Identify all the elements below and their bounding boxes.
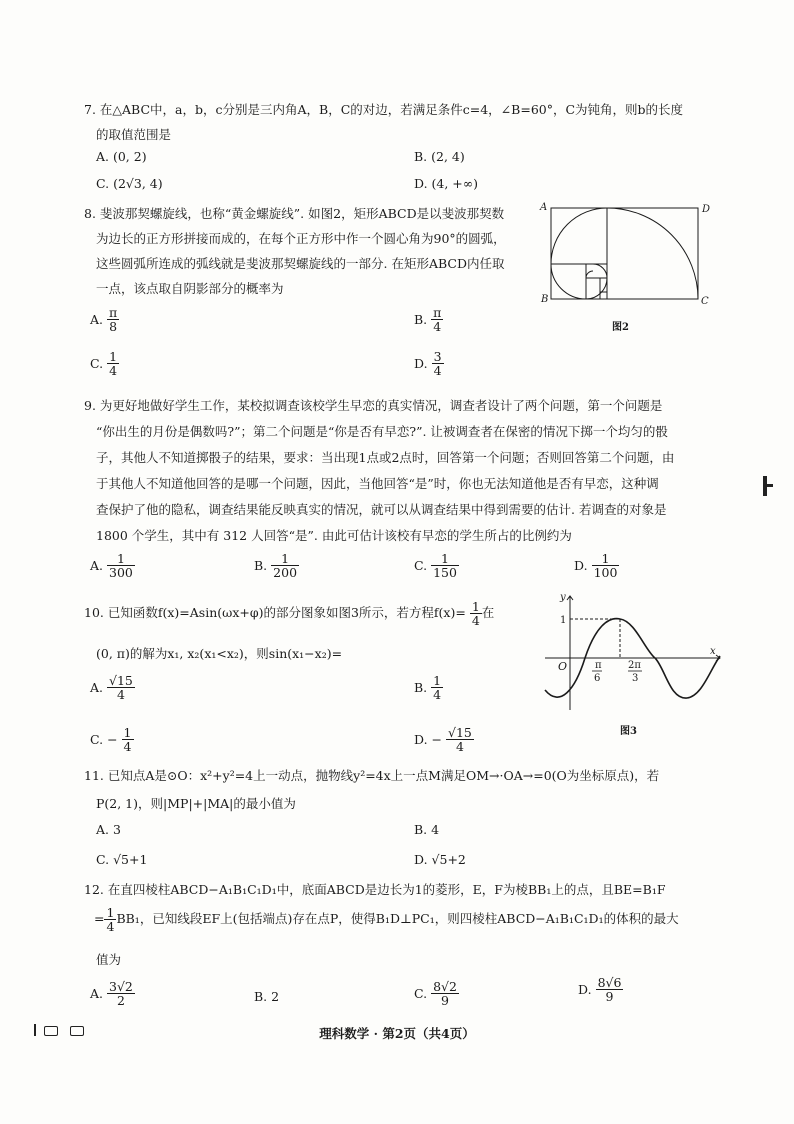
q11-stem-line-2: P(2, 1)，则|MP|+|MA|的最小值为 bbox=[96, 796, 296, 811]
fig3-tick1-num: π bbox=[595, 660, 602, 671]
q10-option-b-label: B. bbox=[414, 680, 428, 696]
fig2-label-a: A bbox=[540, 202, 548, 213]
fig3-label-one: 1 bbox=[560, 615, 567, 626]
q10-option-c-num: 1 bbox=[123, 725, 132, 740]
q9-option-a-fraction bbox=[107, 552, 135, 579]
q9-stem-line-2: “你出生的月份是偶数吗?”；第二个问题是“你是否有早恋?”. 让被调查者在保密的情况下掷一个均匀的骰 bbox=[96, 424, 668, 439]
q8-option-a-num: π bbox=[109, 305, 118, 320]
q12-option-a bbox=[90, 980, 135, 1007]
fig3-label-x: x bbox=[710, 646, 716, 657]
q8-option-a-label: A. bbox=[90, 312, 104, 328]
q10-option-a-fraction bbox=[107, 674, 135, 701]
q9-option-d bbox=[574, 552, 619, 579]
q8-option-b-fraction bbox=[431, 306, 443, 333]
q10-stem-line-1-post: 在 bbox=[481, 605, 495, 621]
q9-stem-line-4: 于其他人不知道他回答的是哪一个问题，因此，当他回答“是”时，你也无法知道他是否有早恋，这种调 bbox=[96, 476, 659, 491]
q12-stem-line-2 bbox=[94, 906, 679, 933]
q8-option-c-label: C. bbox=[90, 356, 104, 372]
q9-option-d-den: 100 bbox=[593, 565, 618, 581]
q10-stem-fraction-den: 4 bbox=[471, 613, 480, 629]
q8-option-a-den: 8 bbox=[109, 319, 118, 335]
q12-option-a-num: 3√2 bbox=[109, 979, 133, 994]
q12-option-a-den: 2 bbox=[116, 993, 125, 1009]
fig3-tick2-den: 3 bbox=[632, 673, 639, 684]
q7-option-c: C. (2√3, 4) bbox=[96, 176, 163, 191]
q12-stem-fraction-den: 4 bbox=[106, 919, 115, 935]
figure-3-sine-graph bbox=[540, 590, 725, 715]
q8-option-b-num: π bbox=[433, 305, 442, 320]
q9-option-a-label: A. bbox=[90, 558, 104, 574]
q8-option-a bbox=[90, 306, 119, 333]
q10-stem-fraction bbox=[470, 600, 482, 627]
q9-option-a-num: 1 bbox=[107, 552, 135, 566]
q9-stem-line-1: 9. 为更好地做好学生工作，某校拟调查该校学生早恋的真实情况，调查者设计了两个问题，第一个问题是 bbox=[84, 398, 663, 413]
q9-option-b-fraction bbox=[271, 552, 299, 579]
q9-option-a-den: 300 bbox=[109, 565, 133, 581]
fig2-spiral-core bbox=[586, 271, 593, 278]
q8-option-c-num: 1 bbox=[109, 349, 118, 364]
q12-option-c-label: C. bbox=[414, 986, 428, 1002]
q12-stem-line-2-post: BB₁，已知线段EF上(包括端点)存在点P，使得B₁D⊥PC₁，则四棱柱ABCD−A₁B₁C₁D₁的体积的最大 bbox=[116, 911, 679, 927]
fig2-spiral-outer bbox=[551, 208, 698, 299]
fig2-caption: 图2 bbox=[612, 322, 629, 333]
q7-option-d: D. (4, +∞) bbox=[414, 176, 479, 191]
q12-option-c bbox=[414, 980, 459, 1007]
q12-option-c-num: 8√2 bbox=[433, 979, 457, 994]
q8-option-b bbox=[414, 306, 443, 333]
fig2-label-c: C bbox=[701, 296, 709, 307]
q9-option-d-fraction bbox=[592, 552, 620, 579]
q10-stem-line-1-pre: 10. 已知函数f(x)=Asin(ωx+φ)的部分图象如图3所示，若方程f(x)= bbox=[84, 605, 466, 621]
q10-stem-line-1 bbox=[84, 600, 494, 627]
q11-stem-line-1: 11. 已知点A是⊙O：x²+y²=4上一动点，抛物线y²=4x上一点M满足OM→·OA→=0(O为坐标原点)，若 bbox=[84, 768, 660, 783]
q9-stem-line-6: 1800 个学生，其中有 312 人回答“是”. 由此可估计该校有早恋的学生所占的比例约为 bbox=[96, 528, 572, 543]
q12-option-d-label: D. bbox=[578, 982, 592, 998]
q10-option-d-num: √15 bbox=[448, 725, 472, 740]
q8-stem-line-2: 为边长的正方形拼接而成的，在每个正方形中作一个圆心角为90°的圆弧， bbox=[96, 231, 506, 246]
q10-stem-line-2: (0, π)的解为x₁, x₂(x₁<x₂)，则sin(x₁−x₂)= bbox=[96, 646, 343, 661]
q8-option-b-den: 4 bbox=[433, 319, 442, 335]
q8-option-d-fraction bbox=[432, 350, 444, 377]
q12-option-a-fraction bbox=[107, 980, 135, 1007]
q12-stem-fraction bbox=[104, 906, 116, 933]
q9-option-c-den: 150 bbox=[433, 565, 457, 581]
q9-option-b-den: 200 bbox=[273, 565, 298, 581]
q10-option-c-den: 4 bbox=[123, 739, 132, 755]
q8-option-c-den: 4 bbox=[109, 363, 118, 379]
q12-stem-fraction-num: 1 bbox=[106, 905, 115, 920]
q9-option-d-num: 1 bbox=[592, 552, 620, 566]
page-footer: 理科数学 · 第2页（共4页） bbox=[319, 1026, 475, 1041]
fig2-label-b: B bbox=[541, 294, 549, 305]
q10-option-b-num: 1 bbox=[433, 673, 442, 688]
q8-option-d-den: 4 bbox=[433, 363, 442, 379]
q9-option-c-num: 1 bbox=[431, 552, 459, 566]
q8-option-d bbox=[414, 350, 444, 377]
fig3-label-y: y bbox=[560, 592, 566, 603]
q12-option-d-num: 8√6 bbox=[597, 975, 622, 990]
q8-option-d-num: 3 bbox=[433, 349, 442, 364]
q9-option-b-label: B. bbox=[254, 558, 268, 574]
q8-option-a-fraction bbox=[107, 306, 119, 333]
q10-option-b-fraction bbox=[431, 674, 443, 701]
q10-option-c-fraction bbox=[122, 726, 134, 753]
q8-stem-line-1: 8. 斐波那契螺旋线，也称“黄金螺旋线”. 如图2，矩形ABCD是以斐波那契数 bbox=[84, 206, 505, 221]
q10-option-d-den: 4 bbox=[455, 739, 464, 755]
q8-option-b-label: B. bbox=[414, 312, 428, 328]
q11-option-a: A. 3 bbox=[96, 822, 121, 837]
q10-option-c bbox=[90, 726, 134, 753]
q9-option-d-label: D. bbox=[574, 558, 588, 574]
q12-option-c-fraction bbox=[431, 980, 459, 1007]
q12-option-d-fraction bbox=[596, 976, 624, 1003]
q12-option-d bbox=[578, 976, 623, 1003]
q10-option-b-den: 4 bbox=[433, 687, 442, 703]
q8-stem-line-4: 一点，该点取自阴影部分的概率为 bbox=[96, 281, 284, 296]
fig3-tick1-den: 6 bbox=[594, 673, 601, 684]
q12-option-d-den: 9 bbox=[605, 989, 614, 1005]
q7-stem-line-2: 的取值范围是 bbox=[96, 127, 172, 142]
q9-option-b-num: 1 bbox=[271, 552, 299, 566]
q9-option-c-fraction bbox=[431, 552, 459, 579]
q10-option-a-den: 4 bbox=[116, 687, 125, 703]
q12-stem-line-3: 值为 bbox=[96, 952, 122, 967]
q10-option-c-label: C. − bbox=[90, 732, 118, 748]
q12-option-c-den: 9 bbox=[441, 993, 449, 1009]
fig3-label-origin: O bbox=[558, 660, 568, 673]
q7-option-a: A. (0, 2) bbox=[96, 149, 147, 164]
binding-mark-bar bbox=[763, 484, 773, 487]
q10-option-b bbox=[414, 674, 443, 701]
q7-stem-line-1: 7. 在△ABC中，a，b，c分别是三内角A，B，C的对边，若满足条件c=4，∠B=60°，C为钝角，则b的长度 bbox=[84, 102, 684, 117]
q11-option-d: D. √5+2 bbox=[414, 852, 466, 867]
q10-option-a-num: √15 bbox=[109, 673, 133, 688]
q12-option-b-label: B. 2 bbox=[254, 989, 280, 1004]
q9-option-c bbox=[414, 552, 459, 579]
q9-stem-line-5: 查保护了他的隐私，调查结果能反映真实的情况，就可以从调查结果中得到需要的估计. 若调查的对象是 bbox=[96, 502, 667, 517]
q12-stem-line-2-pre: = bbox=[94, 911, 105, 927]
q8-option-d-label: D. bbox=[414, 356, 428, 372]
q12-stem-line-1: 12. 在直四棱柱ABCD−A₁B₁C₁D₁中，底面ABCD是边长为1的菱形，E，F为棱BB₁上的点，且BE=B₁F bbox=[84, 882, 666, 897]
q12-option-b bbox=[254, 988, 279, 1004]
q9-option-c-label: C. bbox=[414, 558, 428, 574]
q10-option-d bbox=[414, 726, 474, 753]
q8-option-c bbox=[90, 350, 119, 377]
q11-option-b: B. 4 bbox=[414, 822, 440, 837]
q10-option-a bbox=[90, 674, 135, 701]
q8-stem-line-3: 这些圆弧所连成的弧线就是斐波那契螺旋线的一部分. 在矩形ABCD内任取 bbox=[96, 256, 505, 271]
q9-option-a bbox=[90, 552, 135, 579]
fig2-spiral-inner bbox=[551, 264, 607, 299]
q10-option-d-fraction bbox=[446, 726, 474, 753]
q9-stem-line-3: 子，其他人不知道掷骰子的结果，要求：当出现1点或2点时，回答第一个问题；否则回答第二个问题，由 bbox=[96, 450, 675, 465]
q10-stem-fraction-num: 1 bbox=[471, 599, 480, 614]
fig3-caption: 图3 bbox=[620, 726, 637, 737]
q7-option-b: B. (2, 4) bbox=[414, 149, 465, 164]
fig2-rectangle bbox=[551, 208, 698, 299]
q11-option-c: C. √5+1 bbox=[96, 852, 148, 867]
q8-option-c-fraction bbox=[107, 350, 119, 377]
q12-option-a-label: A. bbox=[90, 986, 104, 1002]
fig2-label-d: D bbox=[702, 204, 711, 215]
q10-option-a-label: A. bbox=[90, 680, 104, 696]
q9-option-b bbox=[254, 552, 299, 579]
fig3-tick2-num: 2π bbox=[628, 660, 641, 671]
q10-option-d-label: D. − bbox=[414, 732, 442, 748]
figure-2-fibonacci-spiral bbox=[538, 198, 716, 310]
